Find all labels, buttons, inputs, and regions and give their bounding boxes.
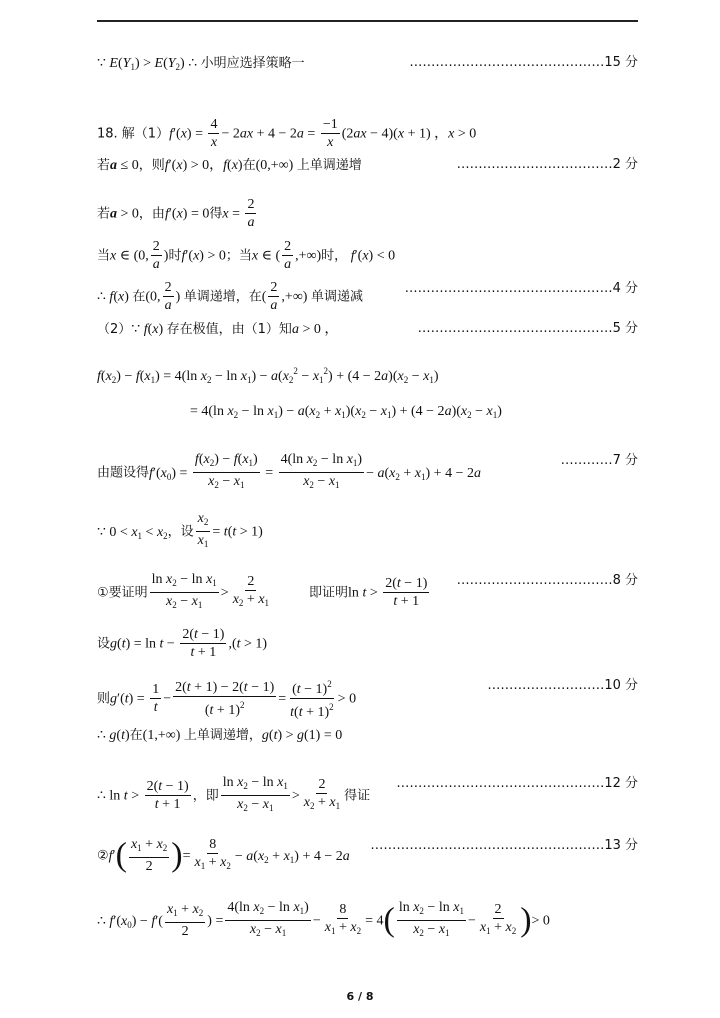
line-final: ∴ $f'(x_0) - f'$( $\frac{x_1 + x_2}{2}$ ) = $\frac{4(\ln x_2 - \ln x_1)}{x_2 - x_1}$ − $\frac{8}{x_1 + x_2}$ = 4( $\frac{\ln x_2 - \ln x_1}{x_2 - x_1}$ − $\frac{2}{x_1 + x_2}$ )> 0 [97,900,550,939]
text-then: ，则 [138,158,165,173]
line-g-derivative: 则g′(t) = $\frac{1}{t}$ − $\frac{2(t + 1) - 2(t - 1)}{(t + 1)^2}$ = $\frac{(t - 1)^2}{t(t + 1)^2}$ > 0 [97,676,356,721]
text-has-extreme: 存在极值，由（1）知 [166,322,292,337]
q18-label: 18. 解（1） [97,126,170,142]
text-by: ，由 [138,206,165,222]
line-q18: 18. 解（1）f′(x) = $\frac{4}{x}$ − 2ax + 4 − 2a = $\frac{-1}{x}$ (2ax − 4)(x + 1) ，x > 0 [97,117,477,150]
text-semi-when: ；当 [225,248,252,264]
line-prove-1: ①要证明 $\frac{\ln x_2 - \ln x_1}{x_2 - x_1}$ > $\frac{2}{x_2 + x_1}$ 即证明ln t > $\frac{2(t - 1)}{t + 1}$ [97,572,428,610]
text-if-2: 若 [97,206,111,222]
text-get: 得 [209,206,223,222]
line-intervals: 当x ∈ (0, $\frac{2}{a}$ )时f′(x) > 0；当x ∈ ( $\frac{2}{a}$ ,+∞)时， f′(x) < 0 [97,239,396,272]
line-a-le-0: 若a ≤ 0，则f′(x) > 0，f(x)在(0,+∞) 上单调递增 [97,158,362,173]
page-number: 6 / 8 [346,990,374,1003]
line-expectation: ∵ $E(Y_1) > E(Y_2)$ ∴ 小明应选择策略一 [97,56,305,72]
text-choose: 小明应选择策略一 [200,56,305,71]
line-a-gt-0: 若a > 0，由f′(x) = 0得x = $\frac{2}{a}$ [97,197,255,230]
text-mono-inc3: 上单调递增， [183,728,262,743]
text-mono-dec: 单调递减 [310,289,363,305]
text-part2: （2） [97,322,132,337]
score-4: …………………………………………4 分 [404,281,638,296]
line-diff-1: $f(x_2) - f(x_1) = 4(\ln$ $x_2 - \ln x_1) - a(x_2^2 - x_1^2) + (4 - 2a)(x_2 - x_1)$ [97,366,439,385]
text-circle2: ② [97,848,109,864]
text-need-prove: ①要证明 [97,585,148,601]
line-conclusion-1: ∴ ln t > $\frac{2(t - 1)}{t + 1}$ ，即 $\frac{\ln x_2 - \ln x_1}{x_2 - x_1}$ > $\frac{2}{x_2 + x_1}$ 得证 [97,775,371,813]
score-7: …………7 分 [560,453,638,468]
line-define-g: 设g(t) = ln t − $\frac{2(t - 1)}{t + 1}$ ,(t > 1) [97,627,268,660]
text-on: 在 [242,158,256,173]
score-10: ………………………10 分 [487,678,638,693]
score-13: ………………………………………………13 分 [370,838,638,853]
text-on-3: 在 [129,728,143,743]
text-then-2: 则 [97,691,111,707]
line-derivative-x0: 由题设得$f'(x_0)$ = $\frac{f(x_2) - f(x_1)}{x_2 - x_1}$ = $\frac{4(\ln x_2 - \ln x_1)}{x_2 - x_1}$ − $a(x_2 + x_1) + 4 - 2a$ [97,452,481,490]
text-from-problem: 由题设得 [97,465,150,481]
score-8: ………………………………8 分 [456,573,638,588]
line-part2: （2）∵ f(x) 存在极值，由（1）知a > 0 ， [97,322,339,337]
line-g-inc: ∴ g(t)在(1,+∞) 上单调递增，g(t) > g(1) = 0 [97,728,343,743]
score-5: ………………………………………5 分 [417,321,638,336]
line-diff-2: = 4(ln $x_2 - \ln x_1) - a(x_2 + x_1)(x_2 - x_1) + (4 - 2a)(x_2 - x_1)$ [190,404,502,420]
text-i-e: ，即 [192,788,219,804]
score-2: ………………………………2 分 [456,157,638,172]
text-when: 当 [97,248,111,264]
text-proved: 得证 [344,788,371,804]
text-let: ，设 [167,524,194,540]
text-mono-inc2: 单调递增，在 [183,289,262,305]
text-time-comma: 时， [321,248,348,264]
text-on-2: 在 [132,289,146,305]
text-mono-inc: 上单调递增 [296,158,362,173]
line-set-t: ∵ $0 < x_1 < x_2$，设 $\frac{x_2}{x_1}$ = t(t > 1) [97,511,263,549]
line-midpoint-derivative: ②f′( $\frac{x_1 + x_2}{2}$ )= $\frac{8}{x_1 + x_2}$ − $a(x_2 + x_1) + 4 - 2a$ [97,836,350,874]
score-12: …………………………………………12 分 [396,776,638,791]
header-rule [97,20,638,22]
line-monotonic: ∴ f(x) 在(0, $\frac{2}{a}$ ) 单调递增，在( $\frac{2}{a}$ ,+∞) 单调递减 [97,280,363,313]
text-i-e-prove: 即证明 [309,585,349,601]
score-15: ………………………………………15 分 [409,55,638,70]
text-if: 若 [97,158,111,173]
text-set: 设 [97,636,111,652]
text-time: 时 [168,248,182,264]
